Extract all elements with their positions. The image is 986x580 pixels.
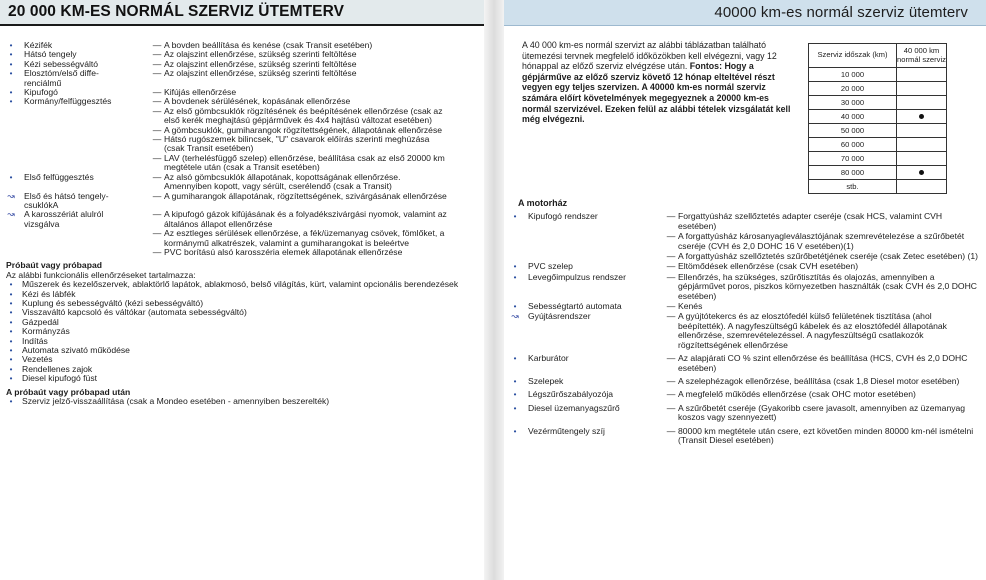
bullet-icon: •: [9, 289, 13, 299]
test-drive-intro: Az alábbi funkcionális ellenőrzéseket tartalmazza:: [6, 269, 196, 280]
table-row: [809, 96, 947, 110]
left-entry-description: Hátsó rugószemek bilincsek, "U" csavarok előírás szerinti meghúzása (csak Transit esetében): [164, 134, 430, 154]
right-entry: [504, 262, 986, 271]
right-entry: [504, 404, 986, 423]
left-entry-label: Első és hátsó tengely- csuklókA: [24, 190, 109, 210]
right-entry-label: Légszűrőszabályozója: [528, 389, 614, 400]
test-drive-item: [0, 327, 484, 336]
left-entry-label: Hátsó tengely: [24, 49, 77, 60]
dash-separator: —: [152, 228, 162, 239]
right-entry: [504, 232, 986, 251]
test-drive-item-text: Indítás: [22, 335, 48, 346]
after-test-item: [0, 397, 484, 406]
bullet-icon: •: [9, 69, 13, 79]
bullet-icon: •: [9, 59, 13, 69]
test-drive-item: [0, 346, 484, 355]
right-entry: [504, 390, 986, 399]
bullet-icon: [0, 154, 22, 173]
table-cell-km: stb.: [809, 180, 897, 194]
intro-paragraph: A 40 000 km-es normál szervizt az alábbi táblázatban található ütemezési tervnek megfelelő időközökben kell elvégezni, vagy 12 hónappal az előző szerviz elvégzése után.: [522, 40, 777, 72]
table-row: [809, 180, 947, 194]
after-test-list: [0, 397, 484, 406]
right-entry-description: Eltömődések ellenőrzése (csak CVH esetében): [678, 261, 859, 272]
dash-separator: —: [666, 301, 676, 312]
bullet-icon: •: [513, 262, 517, 272]
dash-separator: —: [666, 375, 676, 386]
test-drive-item-text: Kormányzás: [22, 326, 70, 337]
left-entry-description: A bovden beállítása és kenése (csak Transit esetében): [164, 40, 373, 50]
left-entry: [0, 135, 484, 154]
left-entry-label: [22, 248, 150, 257]
engine-section-heading: A motorház: [518, 198, 568, 208]
left-entry-description: A bovdenek sérülésének, kopásának ellenőrzése: [164, 96, 351, 107]
left-entry-description: LAV (terhelésfüggő szelep) ellenőrzése, beállítása csak az első 20000 km megtétele után (csak a Transit esetében): [164, 152, 445, 173]
arrow-marker-icon: ↝: [511, 311, 519, 322]
dash-separator: —: [152, 124, 162, 135]
table-cell-km: 70 000: [809, 152, 897, 166]
dash-separator: —: [666, 251, 676, 262]
test-drive-list: [0, 280, 484, 383]
right-entry-label: Vezérműtengely szíj: [528, 425, 605, 436]
left-entry: [0, 154, 484, 173]
bullet-icon: •: [513, 272, 517, 282]
dash-separator: —: [152, 58, 162, 69]
right-entry-description: A forgattyúsház károsanyagleválasztójának szemrevételezése a szűrőbetét cseréje (CVH és 2,0 DOHC 16 V esetében)(1): [678, 231, 965, 251]
left-entry-label: [22, 135, 150, 154]
test-drive-item-text: Visszaváltó kapcsoló és váltókar (automata sebességváltó): [22, 307, 247, 318]
right-entry-description: Ellenőrzés, ha szükséges, szűrőtisztítás és olajozás, amennyiben a gépjárművet poros, piszkos környezetben használták (csak CVH és 2,0 DOHC esetében): [678, 271, 978, 301]
dash-separator: —: [666, 353, 676, 364]
right-intro: [504, 26, 986, 194]
bullet-icon: •: [9, 336, 13, 346]
right-entry-label: Diesel üzemanyagszűrő: [528, 402, 620, 413]
bullet-icon: •: [9, 317, 13, 327]
bullet-icon: •: [513, 376, 517, 386]
dash-separator: —: [152, 105, 162, 116]
test-drive-section: [0, 261, 484, 406]
table-cell-km: 30 000: [809, 96, 897, 110]
left-entry-description: A gumiharangok állapotának, rögzítettségének, szivárgásának ellenőrzése: [164, 190, 447, 201]
right-entry-label: [526, 232, 664, 251]
bullet-icon: [0, 248, 22, 257]
right-entry-label: PVC szelep: [528, 261, 573, 272]
table-cell-km: 50 000: [809, 124, 897, 138]
test-drive-item-text: Gázpedál: [22, 316, 59, 327]
bullet-icon: •: [9, 298, 13, 308]
test-drive-heading: Próbaút vagy próbapad: [6, 260, 102, 271]
right-page-title: 40000 km-es normál szerviz ütemterv: [504, 0, 986, 26]
left-entry: [0, 192, 484, 211]
after-test-heading: A próbaút vagy próbapad után: [6, 386, 131, 397]
table-cell-km: 80 000: [809, 166, 897, 180]
left-entry-label: Kézifék: [24, 40, 53, 50]
left-entry-description: Az olajszint ellenőrzése, szükség szerinti feltöltése: [164, 68, 357, 79]
service-interval-table: [808, 43, 947, 194]
table-cell-mark: [897, 68, 947, 82]
left-entry-description: A gömbcsuklók, gumiharangok rögzítettségének, állapotának ellenőrzése: [164, 124, 443, 135]
left-entry: [0, 173, 484, 192]
bullet-icon: [0, 107, 22, 126]
dash-separator: —: [666, 425, 676, 436]
right-entry-description: A gyújtótekercs és az elosztófedél külső felületének tisztítása (ahol beépítették). A nagyfeszültségű kábelek és az elosztófedél állapotának ellenőrzése, szemrevételezéssel. A nagyfeszültségű csatlakozók rögzítettségének ellenőrzése: [678, 311, 947, 350]
table-row: [809, 110, 947, 124]
right-entry: [504, 354, 986, 373]
table-cell-km: 10 000: [809, 68, 897, 82]
dot-marker-icon: [919, 114, 924, 119]
table-row: [809, 138, 947, 152]
bullet-icon: •: [9, 50, 13, 60]
test-drive-item-text: Rendellenes zajok: [22, 363, 93, 374]
bullet-icon: •: [513, 390, 517, 400]
dash-separator: —: [666, 311, 676, 322]
left-entry-description: A kipufogó gázok kifújásának és a folyadékszivárgási nyomok, valamint az általános állapot ellenőrzése: [164, 209, 447, 229]
left-entry-label: Kézi sebességváltó: [24, 58, 99, 69]
dash-separator: —: [152, 246, 162, 257]
left-entry-description: Az olajszint ellenőrzése, szükség szerinti feltöltése: [164, 49, 357, 60]
right-entry-label: Sebességtartó automata: [528, 301, 622, 312]
table-cell-mark: [897, 96, 947, 110]
left-entry-label: [22, 229, 150, 248]
dash-separator: —: [152, 134, 162, 145]
left-entry-label: [22, 154, 150, 173]
table-cell-km: 20 000: [809, 82, 897, 96]
test-drive-item: [0, 308, 484, 317]
arrow-marker-icon: ↝: [7, 190, 15, 201]
table-cell-mark: [897, 138, 947, 152]
test-drive-item-text: Automata szivató működése: [22, 345, 130, 355]
bullet-icon: •: [9, 374, 13, 384]
table-header-interval: Szerviz időszak (km): [809, 44, 897, 68]
test-drive-item-text: Diesel kipufogó füst: [22, 373, 97, 384]
right-entry: [504, 212, 986, 231]
arrow-marker-icon: ↝: [7, 209, 15, 220]
left-entry-label: Elosztóm/első diffe- renciálmű: [24, 68, 99, 88]
bullet-icon: •: [9, 97, 13, 107]
dash-separator: —: [666, 261, 676, 272]
bullet-icon: •: [9, 346, 13, 355]
table-cell-mark: [897, 82, 947, 96]
left-entry: [0, 69, 484, 88]
dash-separator: —: [152, 40, 162, 50]
right-entry: [504, 377, 986, 386]
after-test-item-text: Szerviz jelző-visszaállítása (csak a Mondeo esetében - amennyiben beszerelték): [22, 396, 330, 407]
bullet-icon: •: [513, 426, 517, 436]
dash-separator: —: [152, 190, 162, 201]
right-entry: [504, 427, 986, 446]
right-entry: [504, 302, 986, 311]
left-entry-label: Kormány/felfüggesztés: [24, 96, 112, 107]
right-entry-label: [526, 252, 664, 261]
dash-separator: —: [152, 152, 162, 163]
bullet-icon: [504, 252, 526, 261]
table-header-normal-service: 40 000 km normál szerviz: [897, 44, 947, 68]
right-entry-description: Az alapjárati CO % szint ellenőrzése és beállítása (HCS, CVH és 2,0 DOHC esetében): [678, 353, 968, 373]
left-entry-description: Az esztleges sérülések ellenőrzése, a fék/üzemanyag csövek, fömlőket, a kormánymű alkatrészek, valamint a gumiharangokat is beleértve: [164, 228, 445, 248]
right-entry-label: Levegőimpulzus rendszer: [528, 271, 626, 282]
right-entry-list: [504, 208, 986, 445]
bullet-icon: •: [9, 364, 13, 374]
test-drive-item-text: Kuplung és sebességváltó (kézi sebességváltó): [22, 297, 204, 308]
left-entry: [0, 210, 484, 229]
bullet-icon: •: [9, 88, 13, 98]
left-entry: [0, 107, 484, 126]
left-entry: [0, 229, 484, 248]
bullet-icon: •: [9, 172, 13, 182]
intro-important-note: Fontos: Hogy a gépjárműve az előző szerviz követő 12 hónap elteltével részt vegyen egy teljes szervizen. A 40000 km-es normál szerviz számára előírt követelmények megegyeznek a 20000 km-es normál szervizével. Ezeken felül az alábbi tételek vizsgálatát kell még elvégezni.: [522, 61, 791, 125]
left-entry-description: PVC borítású alsó karosszéria elemek állapotának ellenőrzése: [164, 246, 403, 257]
left-entry-list: [0, 26, 484, 257]
right-entry-label: Kipufogó rendszer: [528, 211, 598, 222]
dash-separator: —: [152, 68, 162, 79]
bullet-icon: [0, 126, 22, 135]
table-row: [809, 124, 947, 138]
right-entry: [504, 273, 986, 301]
left-entry-description: Az első gömbcsuklók rögzítésének és beépítésének ellenőrzése (csak az első kerék meghajtású gépjárművek és 4x4 hajtású változat esetében): [164, 105, 443, 126]
right-entry-label: Karburátor: [528, 353, 569, 364]
table-cell-mark: [897, 124, 947, 138]
dash-separator: —: [666, 271, 676, 282]
bullet-icon: [504, 232, 526, 251]
bullet-icon: •: [9, 308, 13, 318]
table-cell-mark: [897, 110, 947, 124]
table-row: [809, 82, 947, 96]
left-entry-label: [22, 126, 150, 135]
table-cell-km: 60 000: [809, 138, 897, 152]
table-cell-mark: [897, 152, 947, 166]
dash-separator: —: [666, 402, 676, 413]
dash-separator: —: [152, 87, 162, 98]
bullet-icon: •: [9, 280, 13, 290]
right-entry-description: Kenés: [678, 301, 703, 312]
table-cell-mark: [897, 180, 947, 194]
bullet-icon: •: [513, 354, 517, 364]
test-drive-item: [0, 318, 484, 327]
dash-separator: —: [152, 209, 162, 220]
left-entry-label: Kipufogó: [24, 87, 58, 98]
table-cell-km: 40 000: [809, 110, 897, 124]
right-entry: [504, 312, 986, 350]
bullet-icon: •: [9, 355, 13, 365]
table-row: [809, 152, 947, 166]
intro-text: [522, 40, 792, 194]
dash-separator: —: [152, 96, 162, 107]
bullet-icon: •: [513, 212, 517, 222]
left-page: [0, 0, 484, 580]
dash-separator: —: [666, 389, 676, 400]
left-entry-label: [22, 107, 150, 126]
dash-separator: —: [152, 49, 162, 60]
bullet-icon: •: [9, 397, 13, 407]
table-row: [809, 68, 947, 82]
bullet-icon: [0, 135, 22, 154]
left-entry-label: Első felfüggesztés: [24, 171, 94, 182]
left-page-title: 20 000 KM-ES NORMÁL SZERVIZ ÜTEMTERV: [0, 0, 484, 26]
test-drive-item-text: Műszerek és kezelőszervek, ablaktörlő lapátok, ablakmosó, belső világítás, kürt, valamint opcionális berendezések: [22, 279, 459, 290]
left-entry: [0, 248, 484, 257]
book-gutter: [484, 0, 504, 580]
bullet-icon: •: [513, 302, 517, 312]
left-entry-description: Az olajszint ellenőrzése, szükség szerinti feltöltése: [164, 58, 357, 69]
right-entry-description: 80000 km megtétele után csere, ezt követően minden 80000 km-nél ismételni (Transit Diesel esetében): [678, 425, 974, 445]
table-cell-mark: [897, 166, 947, 180]
right-entry-description: Forgattyúsház szellőztetés adapter cseréje (csak HCS, valamint CVH esetében): [678, 211, 943, 231]
left-entry-label: A karosszériát alulról vizsgálva: [24, 209, 104, 229]
right-entry: [504, 252, 986, 261]
dash-separator: —: [152, 171, 162, 182]
right-entry-description: A szelephézagok ellenőrzése, beállítása (csak 1,8 Diesel motor esetében): [678, 375, 960, 386]
table-row: [809, 166, 947, 180]
dash-separator: —: [666, 231, 676, 242]
right-page: [504, 0, 986, 580]
left-entry-description: Az alsó gömbcsuklók állapotának, kopottságának ellenőrzése. Amennyiben kopott, vagy sérült, cserélendő (csak a Transit): [164, 171, 401, 192]
left-entry-description: Kifújás ellenőrzése: [164, 87, 237, 98]
right-entry-label: Gyújtásrendszer: [528, 311, 591, 322]
test-drive-item-text: Kézi és lábfék: [22, 288, 76, 299]
right-entry-description: A forgattyúsház szellőztetés szűrőbetétjének cseréje (csak Zetec esetében) (1): [678, 251, 978, 262]
bullet-icon: •: [513, 403, 517, 413]
test-drive-item: [0, 374, 484, 383]
right-entry-description: A megfelelő működés ellenőrzése (csak OHC motor esetében): [678, 389, 916, 400]
right-entry-description: A szűrőbetét cseréje (Gyakoribb csere javasolt, amennyiben az üzemanyag koszos vagy szennyezett): [678, 402, 966, 423]
bullet-icon: •: [9, 327, 13, 337]
test-drive-item-text: Vezetés: [22, 354, 53, 365]
right-entry-label: Szelepek: [528, 375, 564, 386]
bullet-icon: •: [9, 41, 13, 50]
dot-marker-icon: [919, 170, 924, 175]
dash-separator: —: [666, 211, 676, 222]
bullet-icon: [0, 229, 22, 248]
